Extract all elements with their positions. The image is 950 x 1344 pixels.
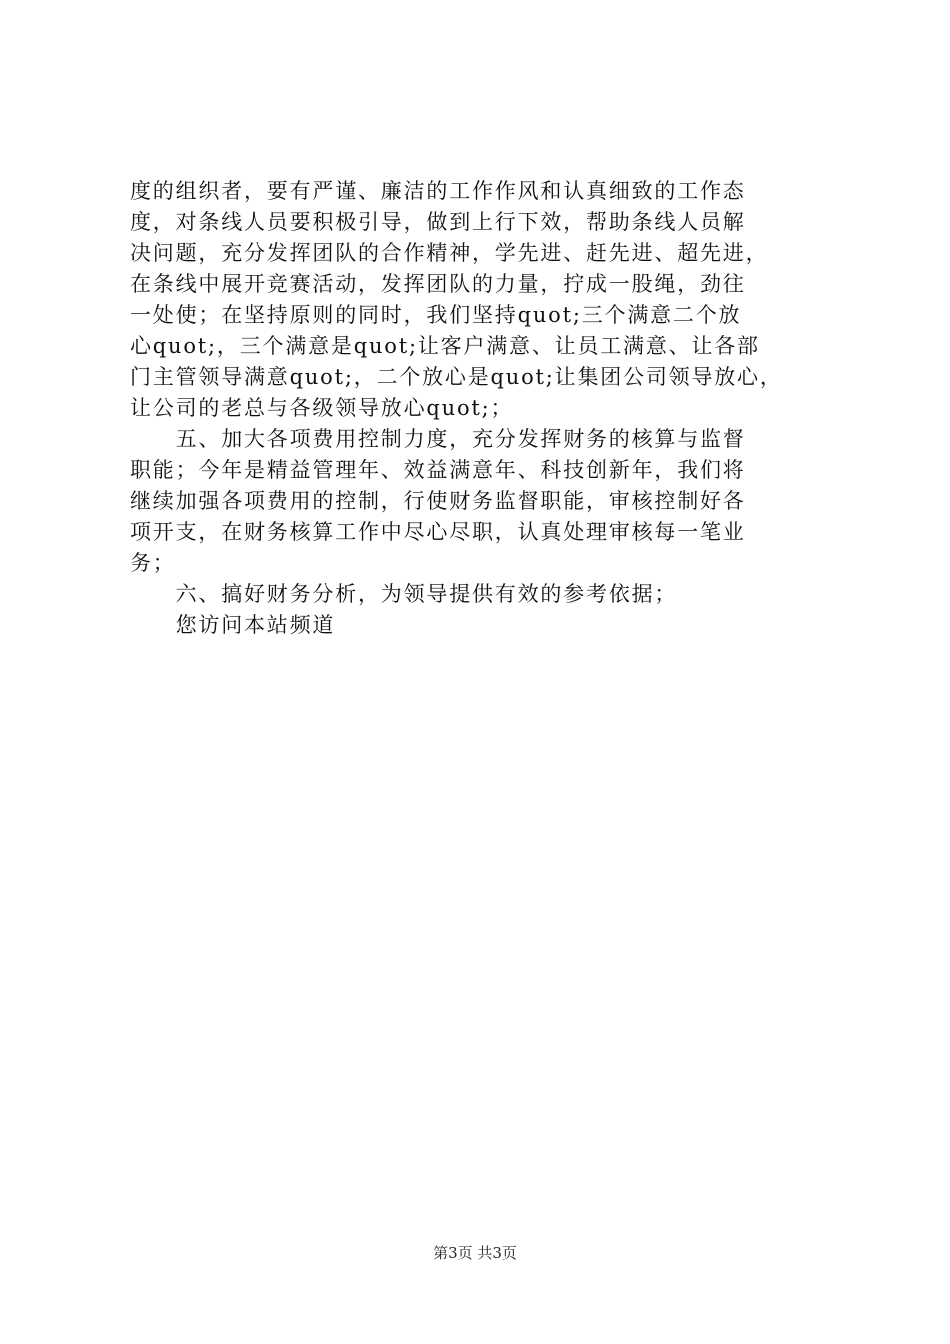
text-line: 务； — [130, 551, 176, 575]
text-line: 度的组织者，要有严谨、廉洁的工作作风和认真细致的工作态 — [130, 179, 746, 203]
text-line: 六、搞好财务分析，为领导提供有效的参考依据； — [130, 582, 678, 606]
text-line: 让公司的老总与各级领导放心quot;； — [130, 396, 514, 420]
text-line: 项开支，在财务核算工作中尽心尽职，认真处理审核每一笔业 — [130, 520, 746, 544]
text-line: 在条线中展开竞赛活动，发挥团队的力量，拧成一股绳，劲往 — [130, 272, 746, 296]
page-footer: 第3页 共3页 — [433, 1244, 517, 1262]
text-line: 度，对条线人员要积极引导，做到上行下效，帮助条线人员解 — [130, 210, 746, 234]
document-body — [130, 176, 850, 641]
text-line: 五、加大各项费用控制力度，充分发挥财务的核算与监督 — [130, 427, 746, 451]
text-line: 决问题，充分发挥团队的合作精神，学先进、赶先进、超先进， — [130, 241, 769, 265]
text-line: 一处使；在坚持原则的同时，我们坚持quot;三个满意二个放 — [130, 303, 742, 327]
text-line: 门主管领导满意quot;，二个放心是quot;让集团公司领导放心， — [130, 365, 783, 389]
text-line: 心quot;，三个满意是quot;让客户满意、让员工满意、让各部 — [130, 334, 760, 358]
text-line: 职能；今年是精益管理年、效益满意年、科技创新年，我们将 — [130, 458, 746, 482]
text-line: 继续加强各项费用的控制，行使财务监督职能，审核控制好各 — [130, 489, 746, 513]
text-line: 您访问本站频道 — [130, 613, 336, 637]
